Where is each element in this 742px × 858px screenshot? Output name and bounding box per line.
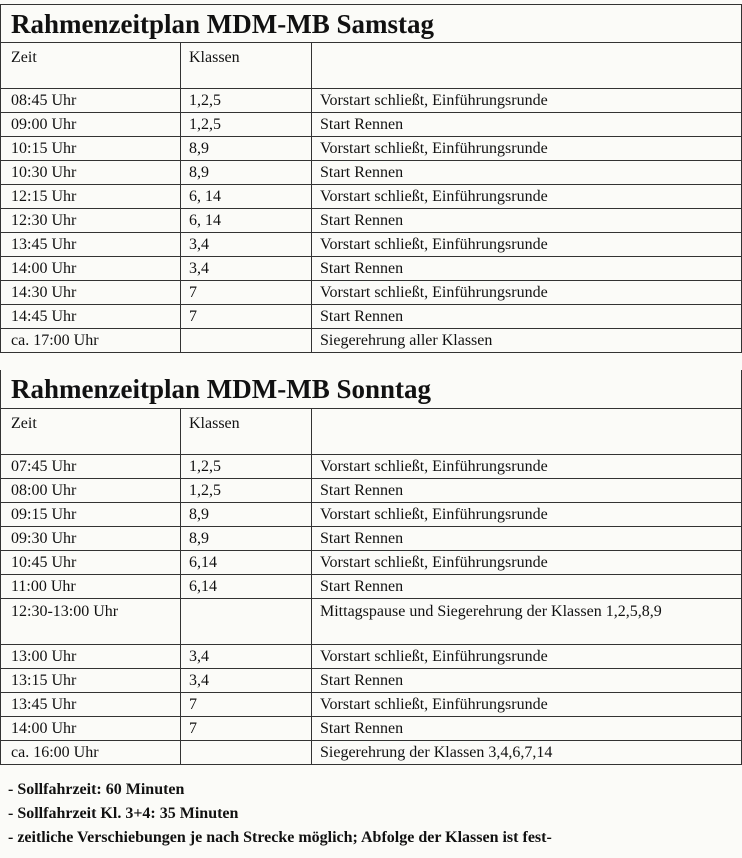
- table-row: [1, 185, 742, 209]
- cell-info: Start Rennen: [312, 113, 742, 137]
- table-row: [1, 137, 742, 161]
- cell-zeit: 09:00 Uhr: [1, 113, 181, 137]
- cell-klassen: 7: [181, 281, 312, 305]
- table-row: [1, 551, 742, 575]
- cell-zeit: 13:45 Uhr: [1, 693, 181, 717]
- table-row: [1, 575, 742, 599]
- cell-info: Start Rennen: [312, 669, 742, 693]
- cell-info: Vorstart schließt, Einführungsrunde: [312, 281, 742, 305]
- table-row: [1, 599, 742, 645]
- cell-klassen: 3,4: [181, 233, 312, 257]
- cell-zeit: 14:00 Uhr: [1, 717, 181, 741]
- cell-klassen: 1,2,5: [181, 479, 312, 503]
- cell-info: Vorstart schließt, Einführungsrunde: [312, 455, 742, 479]
- cell-zeit: 13:00 Uhr: [1, 645, 181, 669]
- cell-info: Vorstart schließt, Einführungsrunde: [312, 185, 742, 209]
- cell-info: Start Rennen: [312, 257, 742, 281]
- table-row: [1, 669, 742, 693]
- cell-zeit: 07:45 Uhr: [1, 455, 181, 479]
- table-row: [1, 717, 742, 741]
- cell-info: Vorstart schließt, Einführungsrunde: [312, 137, 742, 161]
- header-klassen: Klassen: [181, 43, 312, 89]
- cell-klassen: 7: [181, 693, 312, 717]
- saturday-schedule: [0, 4, 742, 353]
- note-sollfahrzeit: - Sollfahrzeit: 60 Minuten: [8, 781, 185, 798]
- cell-zeit: 13:15 Uhr: [1, 669, 181, 693]
- header-zeit: Zeit: [1, 43, 181, 89]
- cell-info: Vorstart schließt, Einführungsrunde: [312, 551, 742, 575]
- header-klassen: Klassen: [181, 409, 312, 455]
- cell-info: Start Rennen: [312, 161, 742, 185]
- cell-info: Siegerehrung der Klassen 3,4,6,7,14: [312, 741, 742, 765]
- cell-klassen: 3,4: [181, 669, 312, 693]
- cell-zeit: 08:45 Uhr: [1, 89, 181, 113]
- cell-info: Start Rennen: [312, 305, 742, 329]
- cell-klassen: 1,2,5: [181, 113, 312, 137]
- cell-info: Mittagspause und Siegerehrung der Klassen 1,2,5,8,9: [312, 599, 742, 645]
- cell-zeit: 14:30 Uhr: [1, 281, 181, 305]
- header-info: [312, 409, 742, 455]
- cell-zeit: 14:45 Uhr: [1, 305, 181, 329]
- cell-info: Vorstart schließt, Einführungsrunde: [312, 233, 742, 257]
- table-row: [1, 209, 742, 233]
- sunday-schedule: [0, 370, 742, 765]
- cell-klassen: 8,9: [181, 161, 312, 185]
- cell-zeit: 12:30-13:00 Uhr: [1, 599, 181, 645]
- cell-info: Start Rennen: [312, 717, 742, 741]
- cell-info: Start Rennen: [312, 527, 742, 551]
- cell-klassen: 6,14: [181, 551, 312, 575]
- table-row: [1, 329, 742, 353]
- cell-zeit: ca. 16:00 Uhr: [1, 741, 181, 765]
- table-row: [1, 257, 742, 281]
- cell-klassen: [181, 599, 312, 645]
- cell-info: Start Rennen: [312, 209, 742, 233]
- table-row: [1, 645, 742, 669]
- cell-zeit: 09:30 Uhr: [1, 527, 181, 551]
- cell-info: Start Rennen: [312, 575, 742, 599]
- cell-klassen: 8,9: [181, 503, 312, 527]
- cell-klassen: [181, 329, 312, 353]
- cell-klassen: [181, 741, 312, 765]
- cell-zeit: 10:15 Uhr: [1, 137, 181, 161]
- cell-klassen: 8,9: [181, 527, 312, 551]
- table-row: [1, 305, 742, 329]
- table-row: [1, 479, 742, 503]
- saturday-table: [0, 42, 742, 353]
- cell-zeit: 10:45 Uhr: [1, 551, 181, 575]
- table-row: [1, 693, 742, 717]
- cell-klassen: 6, 14: [181, 185, 312, 209]
- cell-zeit: ca. 17:00 Uhr: [1, 329, 181, 353]
- sunday-table: [0, 408, 742, 765]
- header-zeit: Zeit: [1, 409, 181, 455]
- header-info: [312, 43, 742, 89]
- table-row: [1, 455, 742, 479]
- saturday-title: Rahmenzeitplan MDM-MB Samstag: [0, 4, 742, 42]
- cell-klassen: 8,9: [181, 137, 312, 161]
- table-row: [1, 113, 742, 137]
- cell-klassen: 6, 14: [181, 209, 312, 233]
- table-row: [1, 741, 742, 765]
- cell-klassen: 7: [181, 717, 312, 741]
- cell-info: Siegerehrung aller Klassen: [312, 329, 742, 353]
- sunday-title: Rahmenzeitplan MDM-MB Sonntag: [0, 370, 742, 408]
- table-row: [1, 161, 742, 185]
- table-header-row: [1, 409, 742, 455]
- cell-zeit: 12:15 Uhr: [1, 185, 181, 209]
- cell-info: Vorstart schließt, Einführungsrunde: [312, 645, 742, 669]
- cell-info: Vorstart schließt, Einführungsrunde: [312, 503, 742, 527]
- table-row: [1, 233, 742, 257]
- cell-zeit: 13:45 Uhr: [1, 233, 181, 257]
- cell-zeit: 10:30 Uhr: [1, 161, 181, 185]
- cell-info: Vorstart schließt, Einführungsrunde: [312, 89, 742, 113]
- cell-klassen: 1,2,5: [181, 455, 312, 479]
- note-verschiebungen: - zeitliche Verschiebungen je nach Strecke möglich; Abfolge der Klassen ist fest-: [8, 829, 552, 846]
- table-row: [1, 527, 742, 551]
- table-row: [1, 281, 742, 305]
- cell-klassen: 3,4: [181, 257, 312, 281]
- cell-klassen: 3,4: [181, 645, 312, 669]
- cell-zeit: 09:15 Uhr: [1, 503, 181, 527]
- cell-info: Start Rennen: [312, 479, 742, 503]
- cell-klassen: 6,14: [181, 575, 312, 599]
- note-sollfahrzeit-kl34: - Sollfahrzeit Kl. 3+4: 35 Minuten: [8, 805, 239, 822]
- cell-klassen: 1,2,5: [181, 89, 312, 113]
- cell-info: Vorstart schließt, Einführungsrunde: [312, 693, 742, 717]
- cell-zeit: 11:00 Uhr: [1, 575, 181, 599]
- cell-klassen: 7: [181, 305, 312, 329]
- cell-zeit: 14:00 Uhr: [1, 257, 181, 281]
- table-row: [1, 503, 742, 527]
- notes: [8, 778, 738, 850]
- table-header-row: [1, 43, 742, 89]
- cell-zeit: 12:30 Uhr: [1, 209, 181, 233]
- cell-zeit: 08:00 Uhr: [1, 479, 181, 503]
- table-row: [1, 89, 742, 113]
